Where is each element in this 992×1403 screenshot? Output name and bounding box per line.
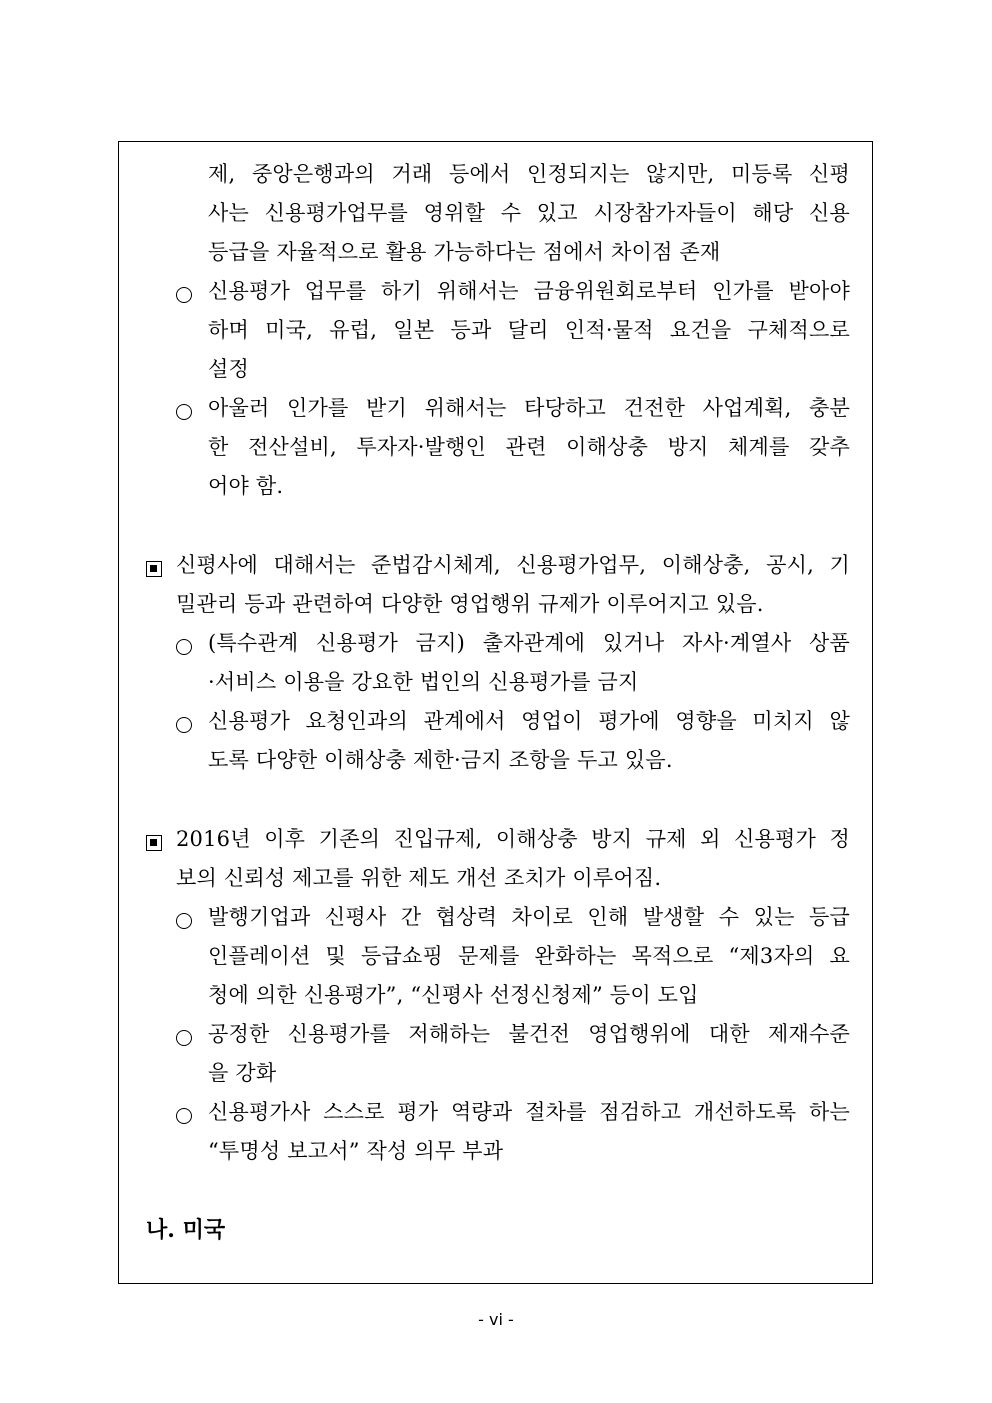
text-line: 공정한 신용평가를 저해하는 불건전 영업행위에 대한 제재수준 (208, 1022, 850, 1046)
text-line: 사는 신용평가업무를 영위할 수 있고 시장참가자들이 해당 신용 (208, 201, 850, 225)
circle-bullet-icon (176, 713, 192, 739)
square-bullet-icon (146, 831, 162, 857)
circle-bullet-icon (176, 283, 192, 309)
circle-bullet-icon (176, 635, 192, 661)
text-line: 신평사에 대해서는 준법감시체계, 신용평가업무, 이해상충, 공시, 기 (176, 553, 850, 577)
text-line: 도록 다양한 이해상충 제한·금지 조항을 두고 있음. (208, 748, 673, 772)
text-line: 밀관리 등과 관련하여 다양한 영업행위 규제가 이루어지고 있음. (176, 592, 764, 616)
text-line: 청에 의한 신용평가”, “신평사 선정신청제” 등이 도입 (208, 983, 699, 1007)
text-line: 발행기업과 신평사 간 협상력 차이로 인해 발생할 수 있는 등급 (208, 905, 850, 929)
text-line: 한 전산설비, 투자자·발행인 관련 이해상충 방지 체계를 갖추 (208, 435, 850, 459)
section-heading: 나. 미국 (146, 1217, 226, 1243)
text-line: 2016년 이후 기존의 진입규제, 이해상충 방지 규제 외 신용평가 정 (176, 827, 850, 851)
text-line: 설정 (208, 357, 249, 381)
page-number: - vi - (478, 1310, 514, 1329)
text-line: 등급을 자율적으로 활용 가능하다는 점에서 차이점 존재 (208, 240, 721, 264)
text-line: ·서비스 이용을 강요한 법인의 신용평가를 금지 (208, 670, 639, 694)
square-bullet-icon (146, 557, 162, 583)
text-line: 신용평가 요청인과의 관계에서 영업이 평가에 영향을 미치지 않 (208, 709, 850, 733)
text-line: 신용평가 업무를 하기 위해서는 금융위원회로부터 인가를 받아야 (208, 279, 850, 303)
text-line: 을 강화 (208, 1061, 277, 1085)
text-line: 하며 미국, 유럽, 일본 등과 달리 인적·물적 요건을 구체적으로 (208, 318, 850, 342)
circle-bullet-icon (176, 909, 192, 935)
text-line: 신용평가사 스스로 평가 역량과 절차를 점검하고 개선하도록 하는 (208, 1100, 850, 1124)
text-line: 보의 신뢰성 제고를 위한 제도 개선 조치가 이루어짐. (176, 866, 662, 890)
text-line: 제, 중앙은행과의 거래 등에서 인정되지는 않지만, 미등록 신평 (208, 162, 850, 186)
text-line: 어야 함. (208, 474, 284, 498)
circle-bullet-icon (176, 1104, 192, 1130)
text-line: “투명성 보고서” 작성 의무 부과 (208, 1139, 504, 1163)
text-line: 인플레이션 및 등급쇼핑 문제를 완화하는 목적으로 “제3자의 요 (208, 944, 850, 968)
circle-bullet-icon (176, 1026, 192, 1052)
text-line: 아울러 인가를 받기 위해서는 타당하고 건전한 사업계획, 충분 (208, 396, 850, 420)
circle-bullet-icon (176, 400, 192, 426)
text-line: (특수관계 신용평가 금지) 출자관계에 있거나 자사·계열사 상품 (208, 631, 850, 655)
